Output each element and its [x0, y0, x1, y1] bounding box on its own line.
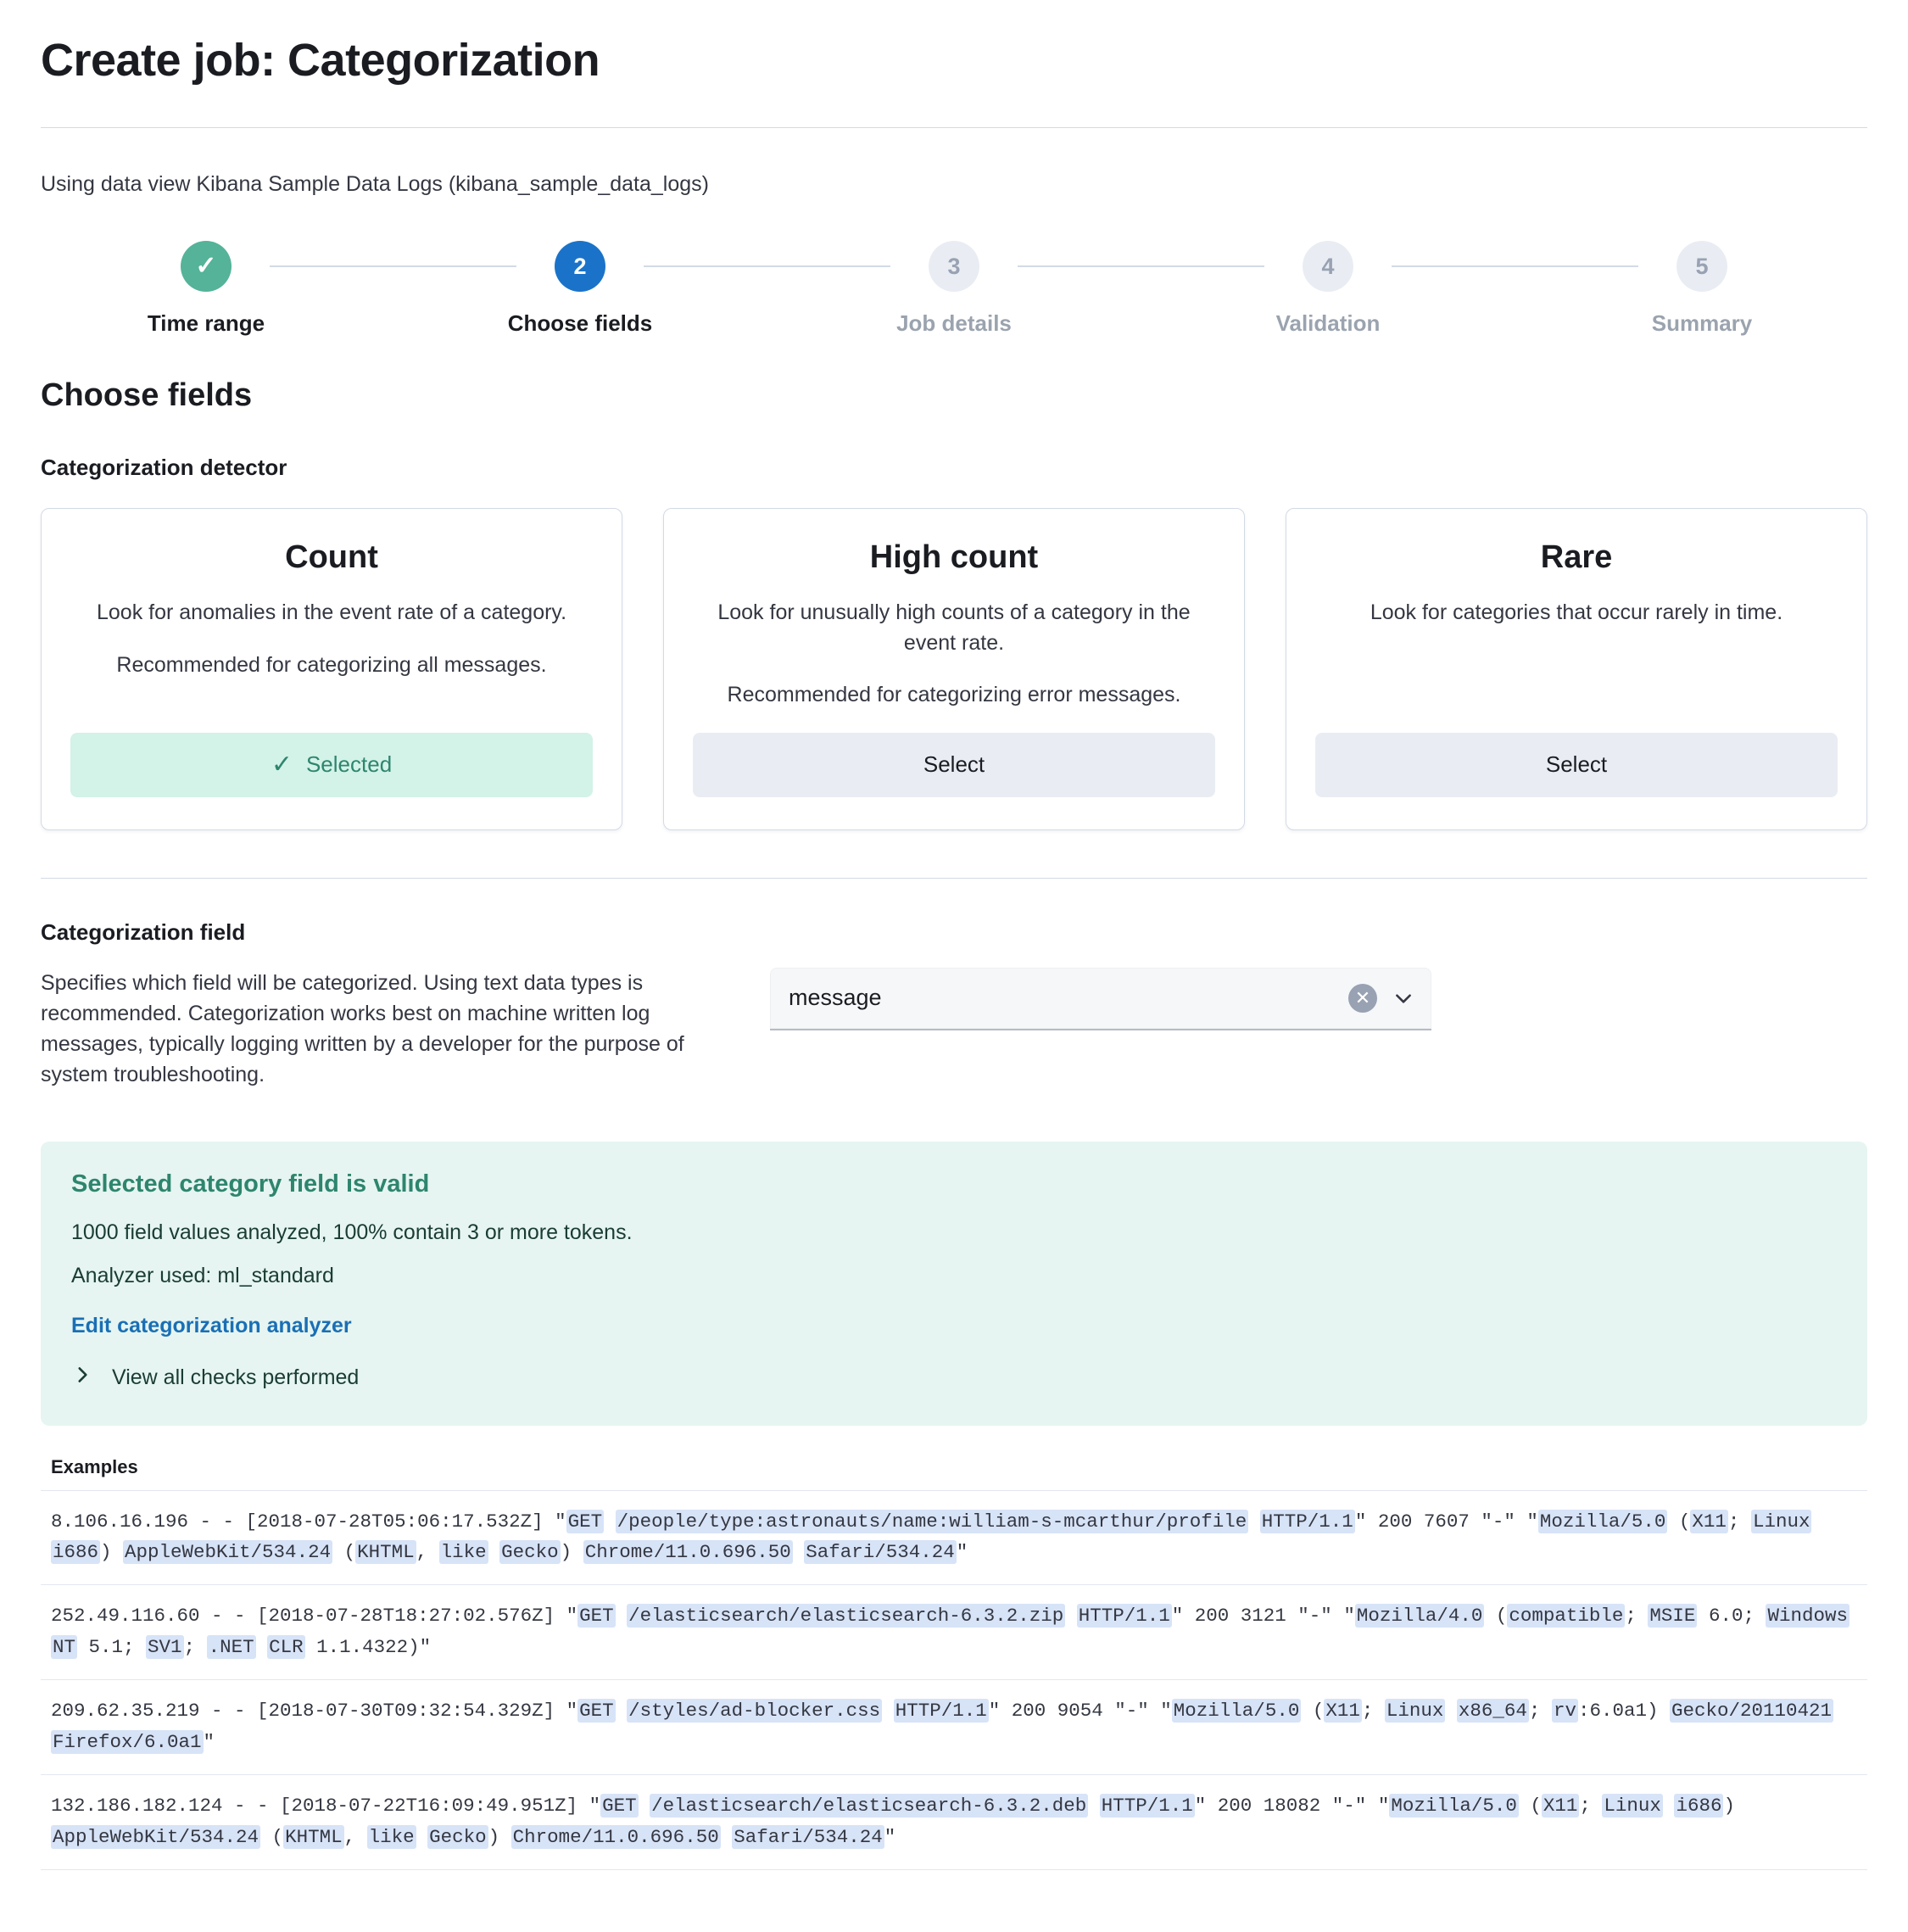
example-token: Gecko: [429, 1825, 487, 1848]
example-text: ,: [416, 1540, 439, 1563]
step-5-circle: 5: [1676, 241, 1727, 292]
example-token: SV1: [148, 1635, 182, 1658]
example-token: Mozilla/5.0: [1539, 1510, 1666, 1533]
detector-card-rare[interactable]: [1286, 508, 1867, 830]
card-spacer: [70, 702, 593, 733]
example-row: [41, 1585, 1867, 1680]
example-text: ": [884, 1825, 896, 1848]
example-text: 132.186.182.124 - - [2018-07-22T16:09:49.951Z] ": [51, 1795, 601, 1818]
step-2-circle: 2: [555, 241, 605, 292]
step-1-circle: [181, 241, 232, 292]
step-2-label: Choose fields: [507, 310, 653, 336]
step-3-circle: 3: [929, 241, 979, 292]
example-token: i686: [1676, 1795, 1722, 1818]
example-text: (: [1667, 1510, 1691, 1533]
example-text: 209.62.35.219 - - [2018-07-30T09:32:54.329Z] ": [51, 1700, 578, 1723]
detector-card-high-count-title: High count: [869, 539, 1039, 575]
step-1-label: Time range: [147, 310, 265, 336]
detector-card-count-title: Count: [285, 539, 378, 575]
example-token: Mozilla/5.0: [1173, 1700, 1300, 1723]
example-text: ;: [1361, 1700, 1385, 1723]
detector-rare-select-button[interactable]: [1315, 733, 1838, 797]
callout-line-analyzer: Analyzer used: ml_standard: [71, 1263, 334, 1287]
example-token: Chrome/11.0.696.50: [512, 1825, 719, 1848]
example-token: like: [440, 1540, 487, 1563]
example-text: [488, 1541, 500, 1563]
example-token: Mozilla/5.0: [1391, 1795, 1517, 1818]
categorization-field-description: Specifies which field will be categorized. Using text data types is recommended. Categorization works best on machine written log messages, typically logging written by a developer for the purpose of system troubleshooting.: [41, 970, 684, 1087]
example-text: (: [260, 1825, 284, 1848]
step-3-label: Job details: [896, 310, 1012, 336]
callout-line-tokens: 1000 field values analyzed, 100% contain 3 or more tokens.: [71, 1220, 633, 1244]
detector-card-count-desc-1: Look for anomalies in the event rate of a category.: [96, 600, 567, 624]
detector-count-button-label: Selected: [305, 751, 393, 777]
example-token: HTTP/1.1: [1261, 1510, 1353, 1533]
card-spacer: [1315, 651, 1838, 733]
examples-title: Examples: [51, 1455, 138, 1477]
example-token: .NET: [208, 1635, 254, 1658]
step-summary[interactable]: [1638, 241, 1766, 337]
example-token: NT: [53, 1635, 76, 1658]
step-choose-fields[interactable]: [507, 241, 653, 337]
example-text: ;: [1727, 1510, 1751, 1533]
chevron-down-icon[interactable]: [1392, 987, 1414, 1009]
example-text: " 200 3121 "-" ": [1171, 1605, 1355, 1628]
example-text: " 200 18082 "-" ": [1194, 1795, 1390, 1818]
example-token: MSIE: [1649, 1605, 1696, 1628]
example-text: ): [560, 1540, 583, 1563]
example-row: [41, 1680, 1867, 1775]
example-token: HTTP/1.1: [895, 1700, 987, 1723]
example-token: X11: [1692, 1510, 1727, 1533]
categorization-field-heading: Categorization field: [41, 919, 246, 945]
example-token: x86_64: [1458, 1700, 1527, 1723]
example-token: Firefox/6.0a1: [53, 1730, 202, 1753]
example-text: ": [203, 1730, 215, 1753]
example-text: " 200 7607 "-" ": [1354, 1510, 1538, 1533]
step-connector-4: [1392, 265, 1638, 267]
example-text: 6.0;: [1697, 1605, 1766, 1628]
example-text: ;: [1625, 1605, 1649, 1628]
example-token: X11: [1325, 1700, 1360, 1723]
detector-card-count[interactable]: [41, 508, 622, 830]
detector-card-high-count-desc-2: Recommended for categorizing error messages.: [727, 683, 1181, 706]
examples-list: [41, 1490, 1867, 1871]
example-text: (: [1301, 1700, 1325, 1723]
example-text: [1065, 1605, 1077, 1627]
example-text: [416, 1826, 428, 1848]
detector-high-count-select-button[interactable]: [693, 733, 1215, 797]
step-5-label: Summary: [1651, 310, 1753, 336]
example-text: 8.106.16.196 - - [2018-07-28T05:06:17.532Z] ": [51, 1510, 566, 1533]
example-token: Gecko: [501, 1540, 559, 1563]
example-text: [1445, 1700, 1457, 1722]
example-text: [1663, 1795, 1675, 1817]
example-text: " 200 9054 "-" ": [988, 1700, 1172, 1723]
categorization-field-value[interactable]: message: [789, 985, 882, 1010]
example-text: ): [100, 1540, 124, 1563]
clear-icon[interactable]: ✕: [1348, 984, 1377, 1013]
view-all-checks-accordion[interactable]: [71, 1364, 1837, 1392]
detector-card-high-count-desc-1: Look for unusually high counts of a category in the event rate.: [717, 600, 1191, 655]
example-text: ;: [1579, 1795, 1603, 1818]
view-all-checks-label: View all checks performed: [112, 1365, 360, 1389]
data-view-description: Using data view Kibana Sample Data Logs (kibana_sample_data_logs): [41, 172, 709, 196]
step-time-range[interactable]: [142, 241, 270, 337]
example-token: GET: [567, 1510, 603, 1533]
example-token: compatible: [1509, 1605, 1624, 1628]
example-token: i686: [53, 1540, 99, 1563]
example-text: (: [332, 1540, 356, 1563]
example-token: Windows: [1767, 1605, 1848, 1628]
example-token: HTTP/1.1: [1101, 1795, 1193, 1818]
categorization-detector-heading: Categorization detector: [41, 455, 287, 480]
example-token: Linux: [1604, 1795, 1661, 1818]
example-token: Safari/534.24: [806, 1540, 955, 1563]
example-token: Linux: [1752, 1510, 1810, 1533]
section-title-choose-fields: Choose fields: [41, 377, 253, 413]
example-text: [793, 1541, 805, 1563]
example-token: /elasticsearch/elasticsearch-6.3.2.zip: [628, 1605, 1064, 1628]
example-text: (: [1484, 1605, 1508, 1628]
example-text: [1088, 1795, 1100, 1817]
example-text: [1248, 1510, 1260, 1533]
section-divider: [41, 878, 1867, 879]
check-icon: ✓: [271, 750, 293, 779]
example-text: ,: [343, 1825, 367, 1848]
example-token: KHTML: [357, 1540, 415, 1563]
example-text: [616, 1605, 628, 1627]
example-text: 252.49.116.60 - - [2018-07-28T18:27:02.576Z] ": [51, 1605, 578, 1628]
example-token: /elasticsearch/elasticsearch-6.3.2.deb: [651, 1795, 1087, 1818]
example-token: rv: [1553, 1700, 1576, 1723]
example-token: GET: [602, 1795, 637, 1818]
example-text: [616, 1700, 628, 1722]
example-row: [41, 1775, 1867, 1870]
step-connector-1: [270, 265, 516, 267]
check-icon: ✓: [195, 252, 217, 280]
example-text: ": [956, 1540, 968, 1563]
title-divider: [41, 127, 1867, 128]
example-text: [256, 1636, 268, 1658]
example-text: 1.1.4322)": [304, 1635, 432, 1658]
example-token: GET: [579, 1700, 614, 1723]
example-text: [882, 1700, 894, 1722]
detector-card-rare-title: Rare: [1540, 539, 1613, 575]
example-text: :6.0a1): [1577, 1700, 1670, 1723]
categorization-field-description-wrap: [41, 968, 719, 1091]
example-text: ): [488, 1825, 511, 1848]
step-validation[interactable]: [1264, 241, 1392, 337]
chevron-right-icon: [71, 1364, 93, 1392]
detector-card-high-count[interactable]: [663, 508, 1245, 830]
step-connector-2: [644, 265, 890, 267]
callout-title: Selected category field is valid: [71, 1170, 430, 1198]
example-text: (: [1518, 1795, 1542, 1818]
detector-card-group: [41, 508, 1867, 830]
categorization-field-row: [41, 968, 1867, 1091]
example-token: Mozilla/4.0: [1356, 1605, 1483, 1628]
example-text: [639, 1795, 650, 1817]
example-token: /people/type:astronauts/name:william-s-mcarthur/profile: [616, 1510, 1247, 1533]
detector-rare-button-label: Select: [1545, 751, 1608, 777]
detector-card-count-desc-2: Recommended for categorizing all messages.: [116, 652, 547, 677]
example-token: AppleWebKit/534.24: [125, 1540, 332, 1563]
example-token: Chrome/11.0.696.50: [584, 1540, 791, 1563]
step-4-circle: 4: [1303, 241, 1353, 292]
detector-count-selected-button[interactable]: [70, 733, 593, 797]
example-text: [721, 1826, 733, 1848]
page-title: Create job: Categorization: [41, 35, 600, 86]
example-token: like: [368, 1825, 415, 1848]
example-token: Safari/534.24: [734, 1825, 883, 1848]
example-token: X11: [1543, 1795, 1578, 1818]
detector-card-rare-desc-1: Look for categories that occur rarely in time.: [1370, 600, 1783, 624]
example-text: 5.1;: [77, 1635, 147, 1658]
example-token: Linux: [1386, 1700, 1444, 1723]
example-text: [604, 1510, 616, 1533]
step-4-label: Validation: [1275, 310, 1381, 336]
detector-high-count-button-label: Select: [923, 751, 985, 777]
example-token: Gecko/20110421: [1671, 1700, 1833, 1723]
step-job-details[interactable]: [890, 241, 1018, 337]
categorization-field-combobox[interactable]: [770, 968, 1431, 1030]
example-token: CLR: [269, 1635, 304, 1658]
wizard-steps: [41, 241, 1867, 337]
example-text: ;: [183, 1635, 207, 1658]
example-row: [41, 1491, 1867, 1586]
example-text: ;: [1528, 1700, 1552, 1723]
example-text: ): [1723, 1795, 1735, 1818]
example-token: /styles/ad-blocker.css: [628, 1700, 881, 1723]
example-token: KHTML: [285, 1825, 343, 1848]
example-token: GET: [579, 1605, 614, 1628]
example-token: AppleWebKit/534.24: [53, 1825, 259, 1848]
example-token: HTTP/1.1: [1078, 1605, 1170, 1628]
validation-callout: [41, 1142, 1867, 1426]
edit-categorization-analyzer-link[interactable]: Edit categorization analyzer: [71, 1313, 352, 1337]
step-connector-3: [1018, 265, 1264, 267]
